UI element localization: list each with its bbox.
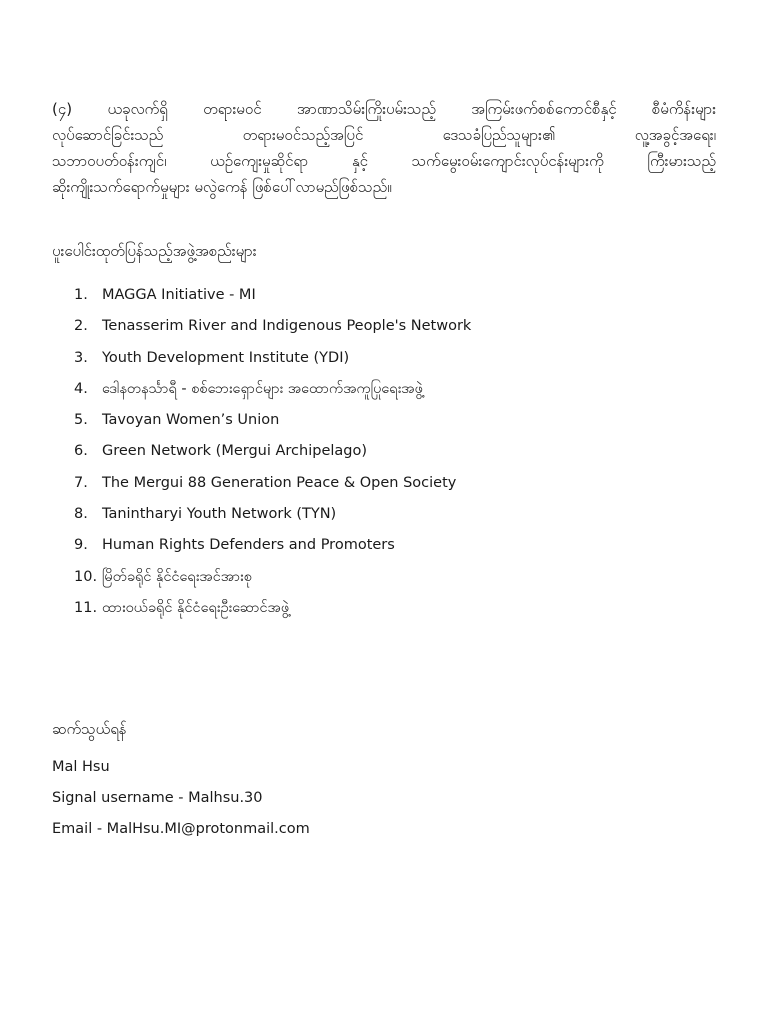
organization-name: Tenasserim River and Indigenous People's Network xyxy=(102,318,472,335)
statement-paragraph xyxy=(52,96,716,200)
list-number: 8. xyxy=(74,506,88,523)
list-item xyxy=(74,593,716,624)
list-number: 3. xyxy=(74,349,88,366)
contact-name: Mal Hsu xyxy=(52,759,110,776)
organization-name: Tavoyan Women’s Union xyxy=(102,412,280,429)
list-number: 9. xyxy=(74,537,88,554)
list-item xyxy=(74,405,716,436)
list-item xyxy=(74,280,716,311)
list-number: 6. xyxy=(74,443,88,460)
contact-email: Email - MalHsu.MI@protonmail.com xyxy=(52,821,310,838)
paragraph-line: သဘာဝပတ်ဝန်းကျင်၊ ယဉ်ကျေးမှုဆိုင်ရာ နှင့် သက်မွေးဝမ်းကျောင်းလုပ်ငန်းများကို ကြီးမားသည့် xyxy=(52,152,716,170)
list-number: 7. xyxy=(74,474,88,491)
organizations-heading: ပူးပေါင်းထုတ်ပြန်သည့်အဖွဲ့အစည်းများ xyxy=(52,242,257,260)
paragraph-line: လုပ်ဆောင်ခြင်းသည် တရားမဝင်သည့်အပြင် ဒေသခံပြည်သူများ၏ လူ့အခွင့်အရေး၊ xyxy=(52,126,716,144)
contact-signal: Signal username - Malhsu.30 xyxy=(52,790,263,807)
paragraph-line: ဆိုးကျိုးသက်ရောက်မှုများ မလွဲကေန် ဖြစ်ပေါ်လာမည်ဖြစ်သည်။ xyxy=(52,178,392,196)
organization-name: Human Rights Defenders and Promoters xyxy=(102,537,395,554)
list-number: 10. xyxy=(74,568,98,585)
list-number: 1. xyxy=(74,287,88,303)
paragraph-line: (၄) ယခုလက်ရှိ တရားမဝင် အာဏာသိမ်းကြိုးပမ်းသည့် အကြမ်းဖက်စစ်ကောင်စီနှင့် စီမံကိန်းများ xyxy=(52,100,716,118)
organization-name: The Mergui 88 Generation Peace & Open Society xyxy=(102,474,457,491)
organizations-list xyxy=(52,280,716,624)
list-number: 5. xyxy=(74,412,88,429)
organization-name: မြိတ်ခရိုင် နိုင်ငံရေးအင်အားစု xyxy=(102,568,252,585)
contact-heading: ဆက်သွယ်ရန် xyxy=(52,720,127,739)
list-number: 11. xyxy=(74,599,98,616)
organization-name: Youth Development Institute (YDI) xyxy=(102,349,350,366)
list-item xyxy=(74,343,716,374)
list-number: 2. xyxy=(74,318,88,335)
list-number: 4. xyxy=(74,380,88,397)
list-item xyxy=(74,530,716,561)
organization-name: ဒေါနတနင်္သာရီ - စစ်ဘေးရှောင်များ အထောက်အကူပြုရေးအဖွဲ့ xyxy=(102,380,423,397)
organization-name: MAGGA Initiative - MI xyxy=(102,287,256,303)
list-item xyxy=(74,374,716,405)
organization-name: ထားဝယ်ခရိုင် နိုင်ငံရေးဦးဆောင်အဖွဲ့ xyxy=(102,599,290,616)
list-item xyxy=(74,311,716,342)
organization-name: Green Network (Mergui Archipelago) xyxy=(102,443,368,460)
organization-name: Tanintharyi Youth Network (TYN) xyxy=(102,506,337,523)
list-item xyxy=(74,499,716,530)
list-item xyxy=(74,562,716,593)
list-item xyxy=(74,468,716,499)
list-item xyxy=(74,436,716,467)
